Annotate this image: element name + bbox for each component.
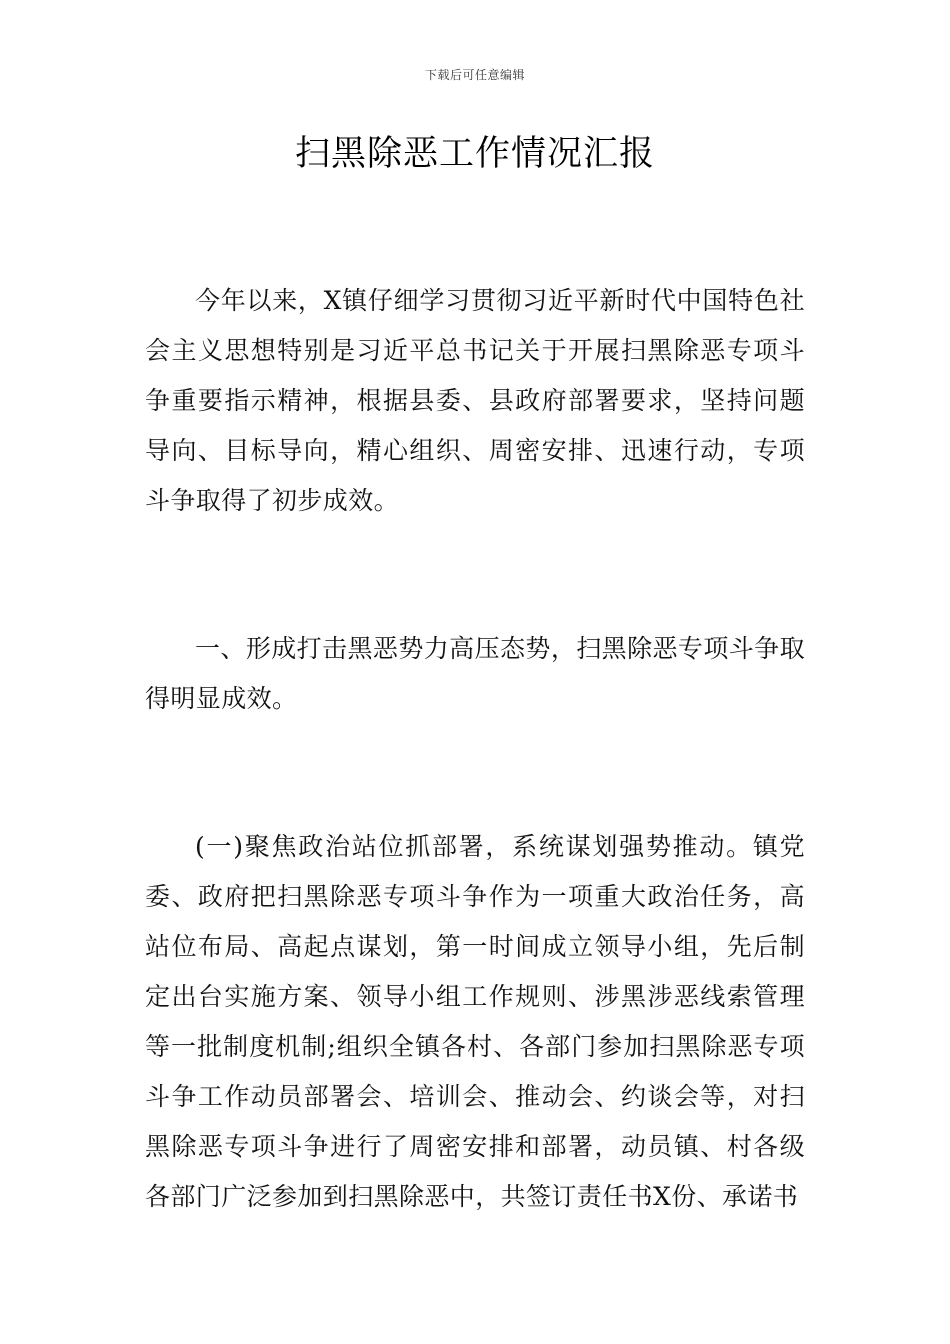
paragraph-intro: 今年以来，X镇仔细学习贯彻习近平新时代中国特色社会主义思想特别是习近平总书记关于开展扫黑除恶专项斗争重要指示精神，根据县委、县政府部署要求，坚持问题导向、目标导向，精心组织、周密安排、迅速行动，专项斗争取得了初步成效。 xyxy=(145,286,805,515)
header-note: 下载后可任意编辑 xyxy=(424,68,525,82)
paragraph-section-heading: 一、形成打击黑恶势力高压态势，扫黑除恶专项斗争取得明显成效。 xyxy=(145,634,805,713)
paragraph-subsection-1: (一)聚焦政治站位抓部署，系统谋划强势推动。镇党委、政府把扫黑除恶专项斗争作为一项重大政治任务，高站位布局、高起点谋划，第一时间成立领导小组，先后制定出台实施方案、领导小组工作规则、涉黑涉恶线索管理等一批制度机制;组织全镇各村、各部门参加扫黑除恶专项斗争工作动员部署会、培训会、推动会、约谈会等，对扫黑除恶专项斗争进行了周密安排和部署，动员镇、村各级各部门广泛参加到扫黑除恶中，共签订责任书X份、承诺书 xyxy=(145,832,805,1211)
document-title: 扫黑除恶工作情况汇报 xyxy=(294,134,655,174)
